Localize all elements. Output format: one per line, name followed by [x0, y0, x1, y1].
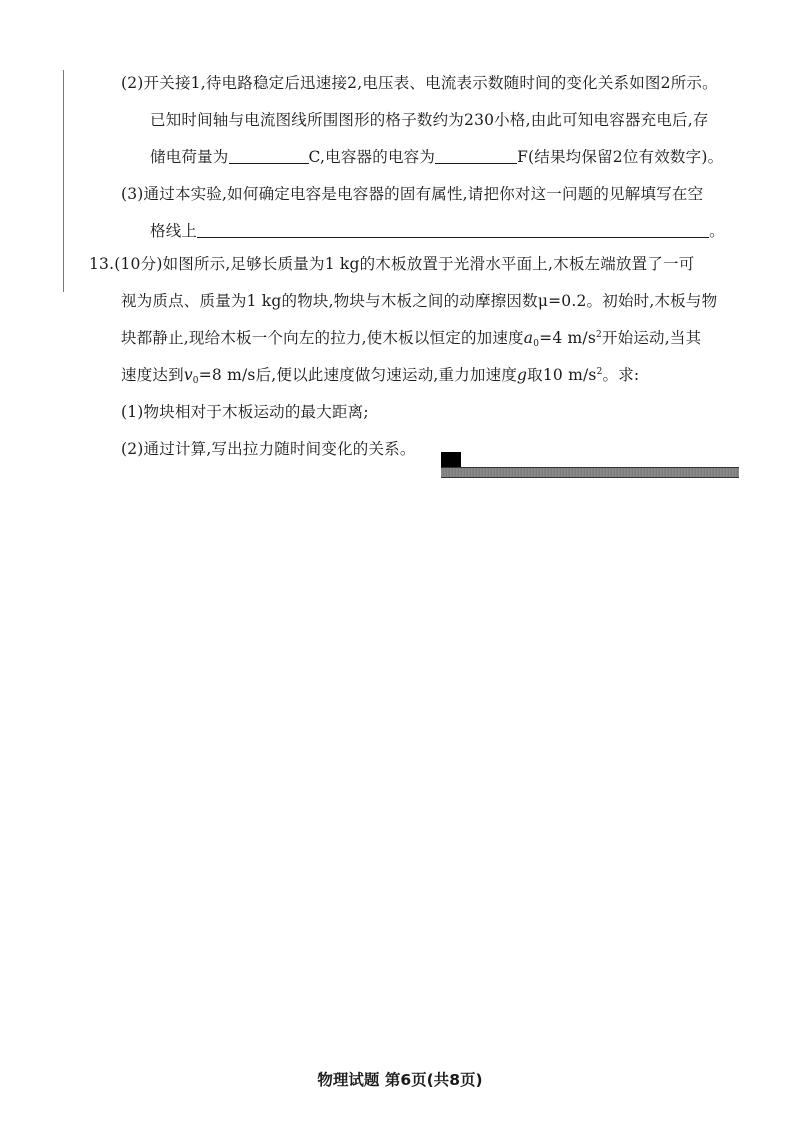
- q13-line4-text-b: =8 m/s后,便以此速度做匀速运动,重力加速度: [198, 366, 518, 384]
- velocity-symbol: v: [183, 366, 193, 384]
- q13-line3-text-c: 开始运动,当其: [601, 329, 702, 347]
- q12-part2-line2: 已知时间轴与电流图线所围图形的格子数约为230小格,由此可知电容器充电后,存: [150, 111, 709, 129]
- velocity-subscript: 0: [192, 376, 199, 386]
- charge-answer-blank[interactable]: [229, 147, 309, 164]
- q12-part2-line3: [150, 146, 723, 168]
- answer-area-bar: [441, 452, 739, 480]
- q13-stem-line3: [121, 327, 701, 349]
- q12-part2-line3-text-a: 储电荷量为: [150, 148, 229, 166]
- margin-line: [63, 70, 64, 292]
- gravity-symbol: g: [517, 366, 528, 384]
- q12-part2-line1: (2)开关接1,待电路稳定后迅速接2,电压表、电流表示数随时间的变化关系如图2所示。: [121, 74, 718, 92]
- q12-part3-line1: (3)通过本实验,如何确定电容是电容器的固有属性,请把你对这一问题的见解填写在空: [121, 185, 704, 203]
- q13-line3-text-a: 块都静止,现给木板一个向左的拉力,使木板以恒定的加速度: [121, 329, 524, 347]
- q13-subquestion-1: (1)物块相对于木板运动的最大距离;: [121, 403, 369, 421]
- q13-line3-text-b: =4 m/s: [539, 329, 597, 347]
- gravity-unit-exponent: 2: [596, 367, 603, 377]
- page-footer: 物理试题 第6页(共8页): [317, 1071, 483, 1089]
- opinion-answer-blank[interactable]: [197, 221, 709, 238]
- q13-line4-text-a: 速度达到: [121, 366, 184, 384]
- q13-stem-line4: [121, 364, 639, 386]
- q12-part3-line2-text-b: 。: [709, 222, 725, 240]
- acceleration-symbol: a: [523, 329, 534, 347]
- q12-part3-line2: [150, 220, 725, 242]
- q13-subquestion-2: (2)通过计算,写出拉力随时间变化的关系。: [121, 440, 416, 458]
- acceleration-subscript: 0: [533, 339, 540, 349]
- q13-stem-line2: 视为质点、质量为1 kg的物块,物块与木板之间的动摩擦因数μ=0.2。初始时,木板与物: [121, 292, 718, 310]
- acceleration-unit-exponent: 2: [596, 330, 602, 340]
- q13-line4-text-c: 取10 m/s: [527, 366, 597, 384]
- capacitance-answer-blank[interactable]: [435, 147, 517, 164]
- q13-line4-text-d: 。求:: [602, 366, 640, 384]
- q13-stem-line1: 13.(10分)如图所示,足够长质量为1 kg的木板放置于光滑水平面上,木板左端放置了一可: [89, 255, 695, 273]
- bar-strip: [441, 467, 739, 478]
- q12-part2-line3-text-c: F(结果均保留2位有效数字)。: [517, 148, 724, 166]
- q12-part3-line2-text-a: 格线上: [150, 222, 198, 240]
- q12-part2-line3-text-b: C,电容器的电容为: [308, 148, 436, 166]
